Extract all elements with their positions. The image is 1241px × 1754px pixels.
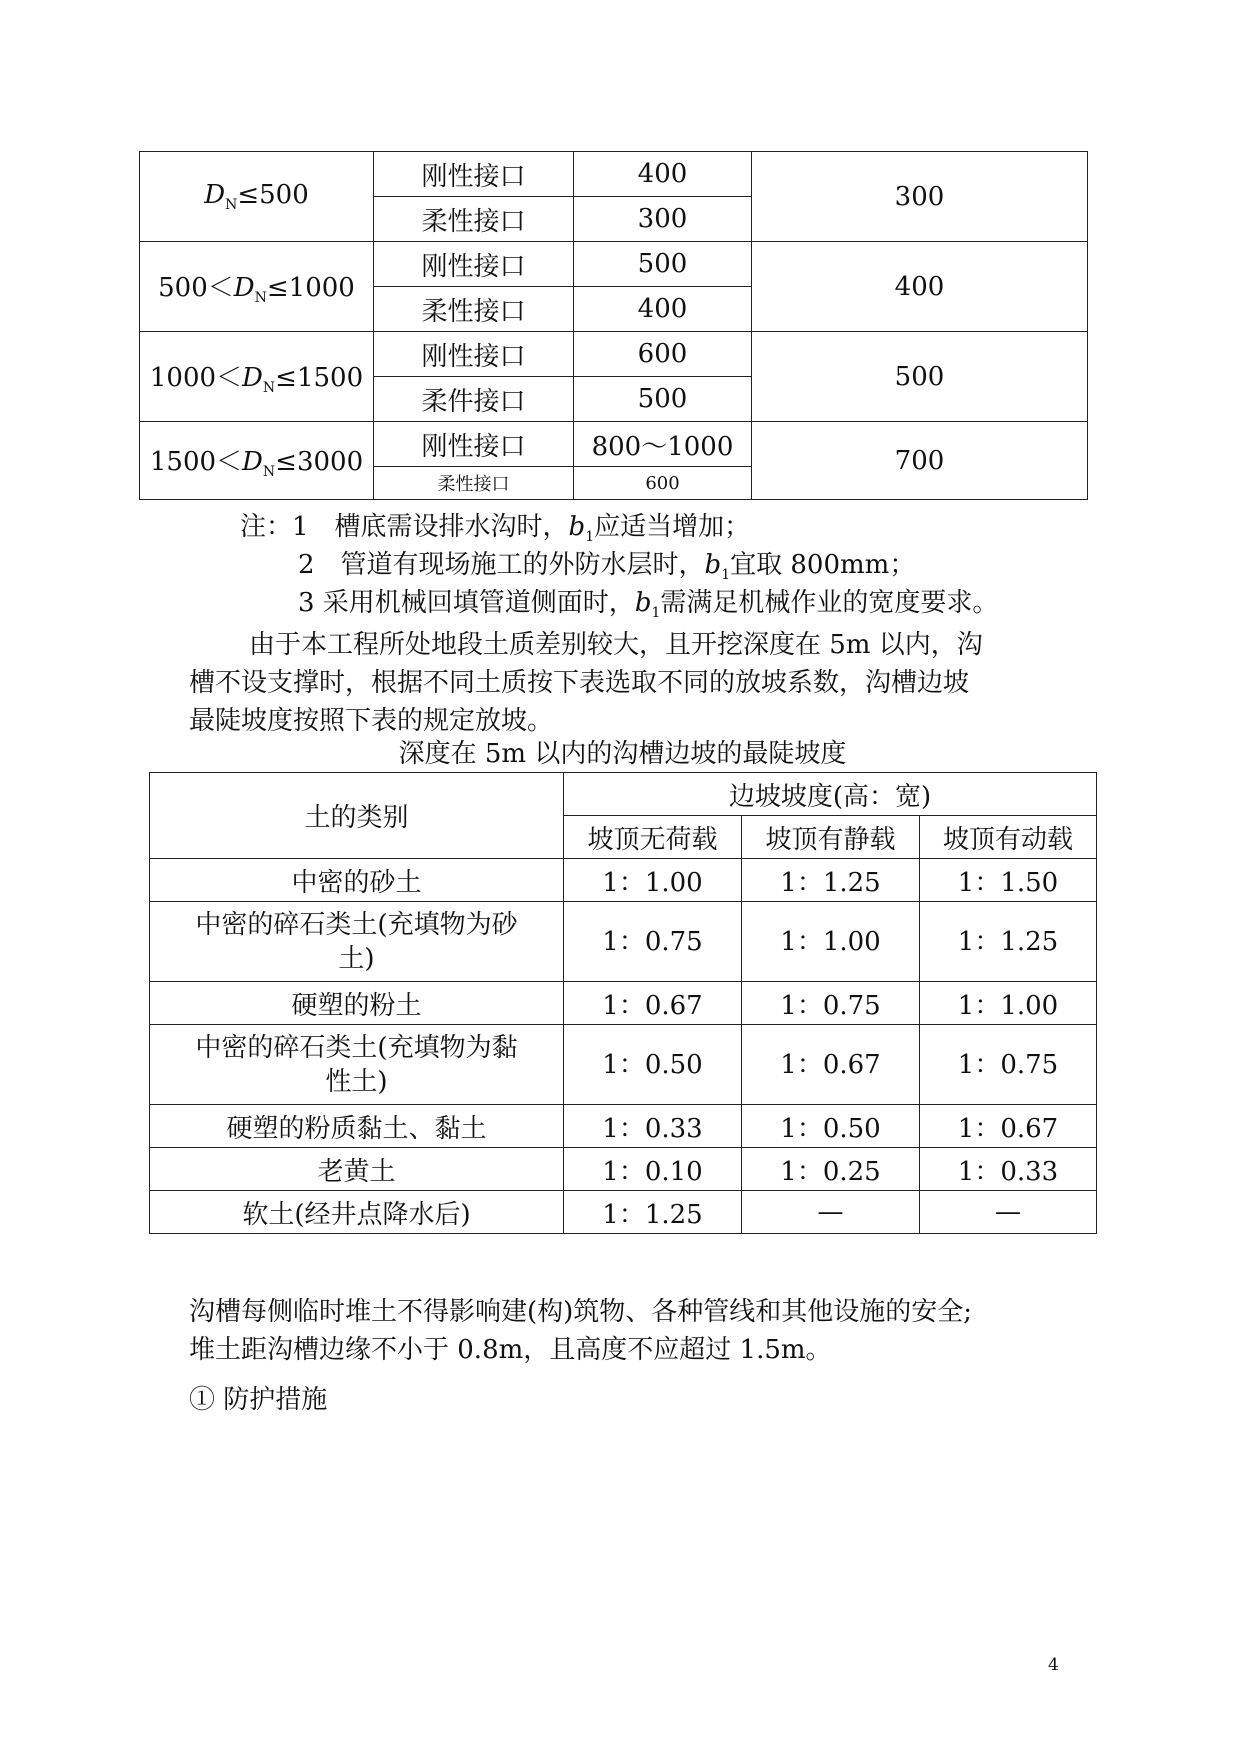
table-row	[150, 982, 1097, 1025]
slope-cell: 1：0.50	[564, 1025, 742, 1105]
soil-type-cell: 老黄土	[150, 1148, 564, 1191]
pipe-width-table	[139, 151, 1088, 500]
slope-cell: 1：1.25	[920, 902, 1097, 982]
slope-cell: 1：0.10	[564, 1148, 742, 1191]
note-2: 2 管道有现场施工的外防水层时，$b_1$宜取 800mm；	[298, 550, 916, 584]
table-row	[150, 1191, 1097, 1234]
table-row	[140, 332, 1088, 377]
joint-type-cell: 柔件接口	[374, 377, 574, 422]
slope-cell: 1：1.25	[742, 859, 920, 902]
value-cell: 400	[574, 287, 752, 332]
paragraph-line: 槽不设支撑时，根据不同土质按下表选取不同的放坡系数，沟槽边坡	[189, 668, 970, 698]
value-cell: 500	[574, 377, 752, 422]
table-row	[150, 1148, 1097, 1191]
soil-type-cell: 软土(经井点降水后)	[150, 1191, 564, 1234]
slope-cell: —	[920, 1191, 1097, 1234]
width-cell: 500	[752, 332, 1088, 422]
header-slope: 边坡坡度(高：宽)	[564, 773, 1097, 816]
soil-type-cell: 中密的砂土	[150, 859, 564, 902]
diameter-range-cell: $500<D_N\le 1000$	[140, 242, 374, 332]
slope-cell: 1：1.00	[564, 859, 742, 902]
paragraph-line: 堆土距沟槽边缘不小于 0.8m，且高度不应超过 1.5m。	[189, 1335, 832, 1365]
slope-table	[149, 772, 1097, 1234]
paragraph-line: 由于本工程所处地段土质差别较大，且开挖深度在 5m 以内，沟	[249, 630, 983, 660]
table-row	[140, 152, 1088, 197]
value-cell: 300	[574, 197, 752, 242]
table-row	[150, 902, 1097, 982]
diameter-range-cell: $1500<D_N\le 3000$	[140, 422, 374, 500]
joint-type-cell: 刚性接口	[374, 422, 574, 467]
slope-cell: 1：1.00	[742, 902, 920, 982]
table-row	[150, 859, 1097, 902]
note-1: 注：1 槽底需设排水沟时，$b_1$应适当增加；	[240, 512, 751, 546]
table-caption: 深度在 5m 以内的沟槽边坡的最陡坡度	[398, 739, 847, 769]
joint-type-cell: 刚性接口	[374, 152, 574, 197]
value-cell: 800～1000	[574, 422, 752, 467]
diameter-range-cell: $1000<D_N\le 1500$	[140, 332, 374, 422]
slope-cell: 1：0.75	[920, 1025, 1097, 1105]
note-3: 3 采用机械回填管道侧面时，$b_1$需满足机械作业的宽度要求。	[298, 588, 999, 622]
table-row	[150, 1105, 1097, 1148]
width-cell: 400	[752, 242, 1088, 332]
value-cell: 600	[574, 467, 752, 500]
width-cell: 300	[752, 152, 1088, 242]
value-cell: 400	[574, 152, 752, 197]
joint-type-cell: 柔性接口	[374, 287, 574, 332]
slope-cell: 1：0.33	[564, 1105, 742, 1148]
slope-cell: 1：1.50	[920, 859, 1097, 902]
table-row	[140, 242, 1088, 287]
slope-cell: —	[742, 1191, 920, 1234]
slope-cell: 1：0.75	[564, 902, 742, 982]
page-number: 4	[1048, 1655, 1059, 1675]
column-header: 坡顶有动载	[920, 816, 1097, 859]
joint-type-cell: 柔性接口	[374, 467, 574, 500]
table-row	[150, 1025, 1097, 1105]
joint-type-cell: 刚性接口	[374, 242, 574, 287]
value-cell: 600	[574, 332, 752, 377]
soil-type-cell: 中密的碎石类土(充填物为砂 土)	[150, 902, 564, 982]
slope-cell: 1：0.67	[564, 982, 742, 1025]
table-row	[140, 422, 1088, 467]
slope-cell: 1：0.33	[920, 1148, 1097, 1191]
width-cell: 700	[752, 422, 1088, 500]
joint-type-cell: 柔性接口	[374, 197, 574, 242]
slope-cell: 1：1.25	[564, 1191, 742, 1234]
header-soil-type: 土的类别	[150, 773, 564, 859]
soil-type-cell: 硬塑的粉土	[150, 982, 564, 1025]
slope-cell: 1：1.00	[920, 982, 1097, 1025]
section-heading: ① 防护措施	[189, 1385, 328, 1415]
column-header: 坡顶无荷载	[564, 816, 742, 859]
diameter-range-cell: $D_N\le 500$	[140, 152, 374, 242]
table-header-row	[150, 773, 1097, 816]
joint-type-cell: 刚性接口	[374, 332, 574, 377]
slope-cell: 1：0.67	[920, 1105, 1097, 1148]
slope-cell: 1：0.50	[742, 1105, 920, 1148]
slope-cell: 1：0.75	[742, 982, 920, 1025]
column-header: 坡顶有静载	[742, 816, 920, 859]
paragraph-line: 最陡坡度按照下表的规定放坡。	[189, 706, 554, 736]
paragraph-line: 沟槽每侧临时堆土不得影响建(构)筑物、各种管线和其他设施的安全;	[189, 1297, 973, 1327]
soil-type-cell: 中密的碎石类土(充填物为黏 性土)	[150, 1025, 564, 1105]
soil-type-cell: 硬塑的粉质黏土、黏土	[150, 1105, 564, 1148]
slope-cell: 1：0.25	[742, 1148, 920, 1191]
slope-cell: 1：0.67	[742, 1025, 920, 1105]
value-cell: 500	[574, 242, 752, 287]
